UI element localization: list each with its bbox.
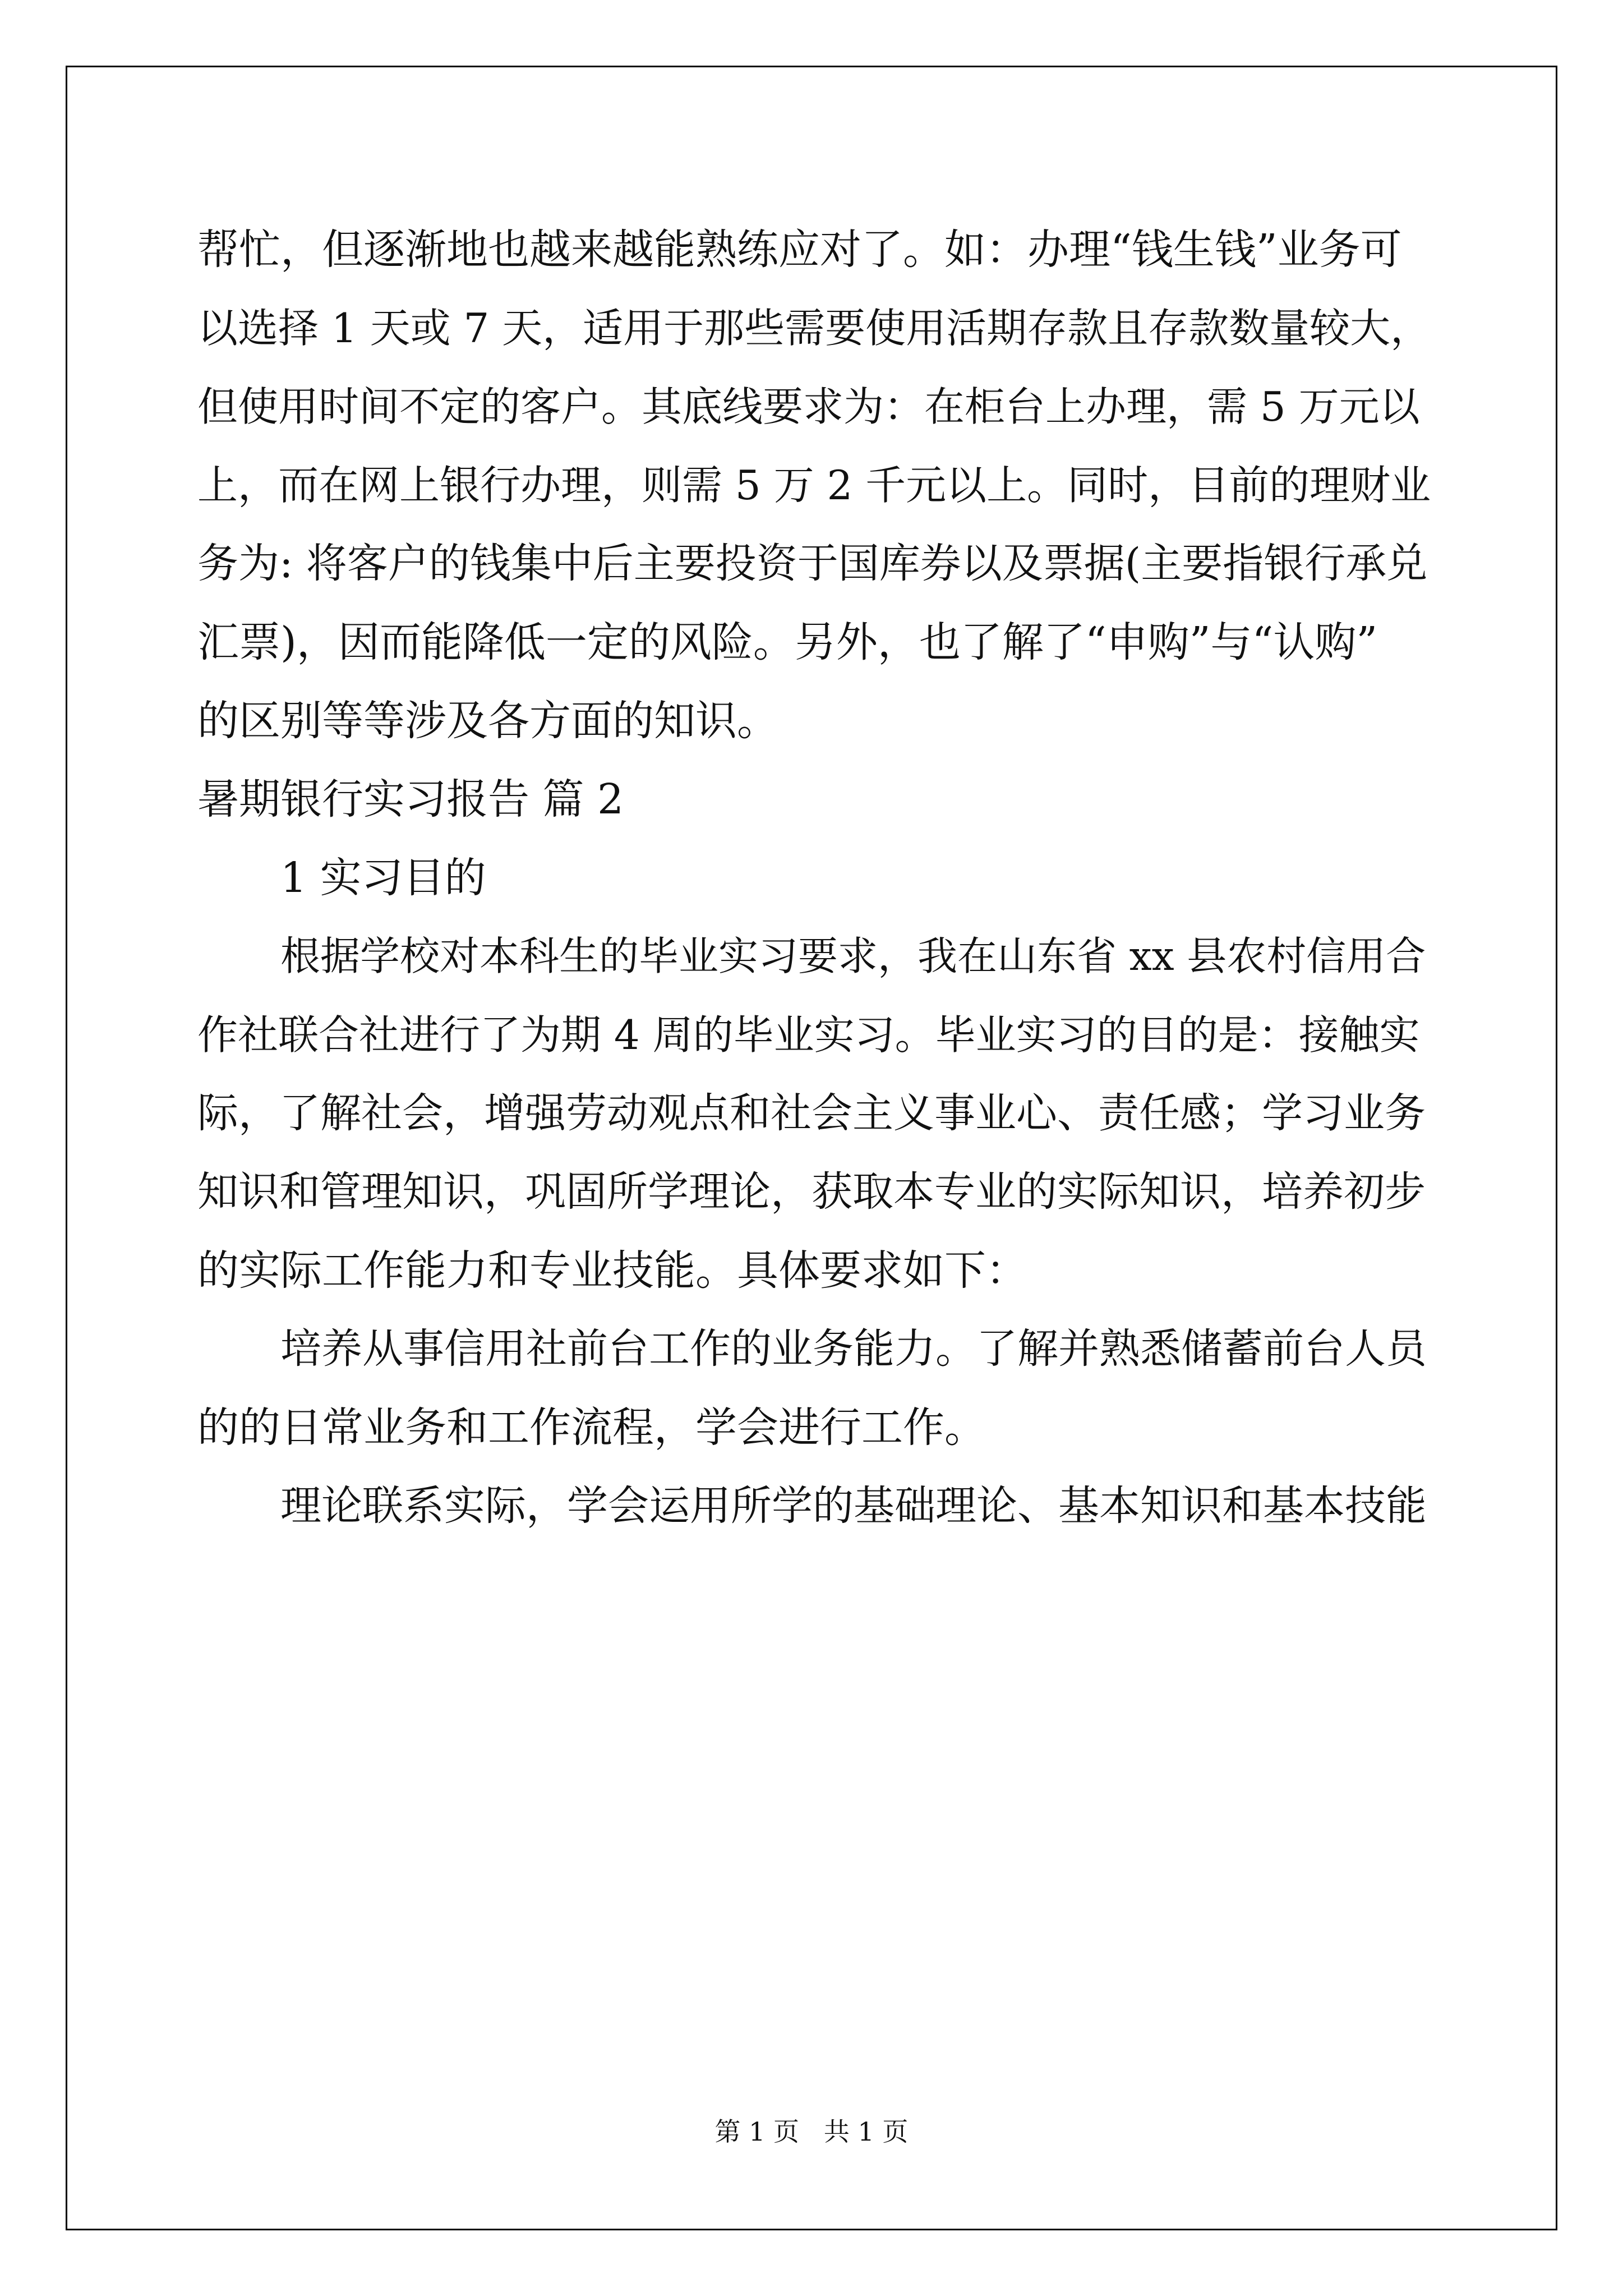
paragraph-3-line-1: 培养从事信用社前台工作的业务能力。了解并熟悉储蓄前台人员	[280, 1325, 1427, 1373]
paragraph-1-line-4: 上，而在网上银行办理，则需 5 万 2 千元以上。同时，目前的理财业	[197, 462, 1431, 509]
paragraph-2-line-4: 知识和管理知识，巩固所学理论，获取本专业的实际知识，培养初步	[197, 1168, 1426, 1216]
paragraph-1-line-2: 以选择 1 天或 7 天，适用于那些需要使用活期存款且存款数量较大，	[197, 305, 1431, 352]
paragraph-1-line-6: 汇票)，因而能降低一定的风险。另外，也了解了“申购”与“认购”	[197, 618, 1378, 666]
paragraph-2-line-5: 的实际工作能力和专业技能。具体要求如下：	[197, 1246, 1027, 1295]
section-title: 暑期银行实习报告 篇 2	[197, 775, 624, 823]
paragraph-2-line-2: 作社联合社进行了为期 4 周的毕业实习。毕业实习的目的是：接触实	[197, 1011, 1420, 1059]
paragraph-1-line-1: 帮忙，但逐渐地也越来越能熟练应对了。如：办理“钱生钱”业务可	[197, 226, 1402, 274]
subsection-title: 1 实习目的	[280, 854, 486, 902]
paragraph-4-line-1: 理论联系实际，学会运用所学的基础理论、基本知识和基本技能	[280, 1482, 1427, 1530]
paragraph-1-line-7: 的区别等等涉及各方面的知识。	[197, 697, 778, 745]
paragraph-1-line-5: 务为: 将客户的钱集中后主要投资于国库券以及票据(主要指银行承兑	[197, 540, 1428, 587]
paragraph-2-line-3: 际，了解社会，增强劳动观点和社会主义事业心、责任感；学习业务	[197, 1089, 1426, 1137]
page-footer: 第 1 页 共 1 页	[714, 2116, 909, 2147]
paragraph-2-line-1: 根据学校对本科生的毕业实习要求，我在山东省 xx 县农村信用合	[280, 933, 1426, 979]
paragraph-3-line-2: 的的日常业务和工作流程，学会进行工作。	[197, 1404, 986, 1452]
paragraph-1-line-3: 但使用时间不定的客户。其底线要求为：在柜台上办理，需 5 万元以	[197, 383, 1420, 430]
